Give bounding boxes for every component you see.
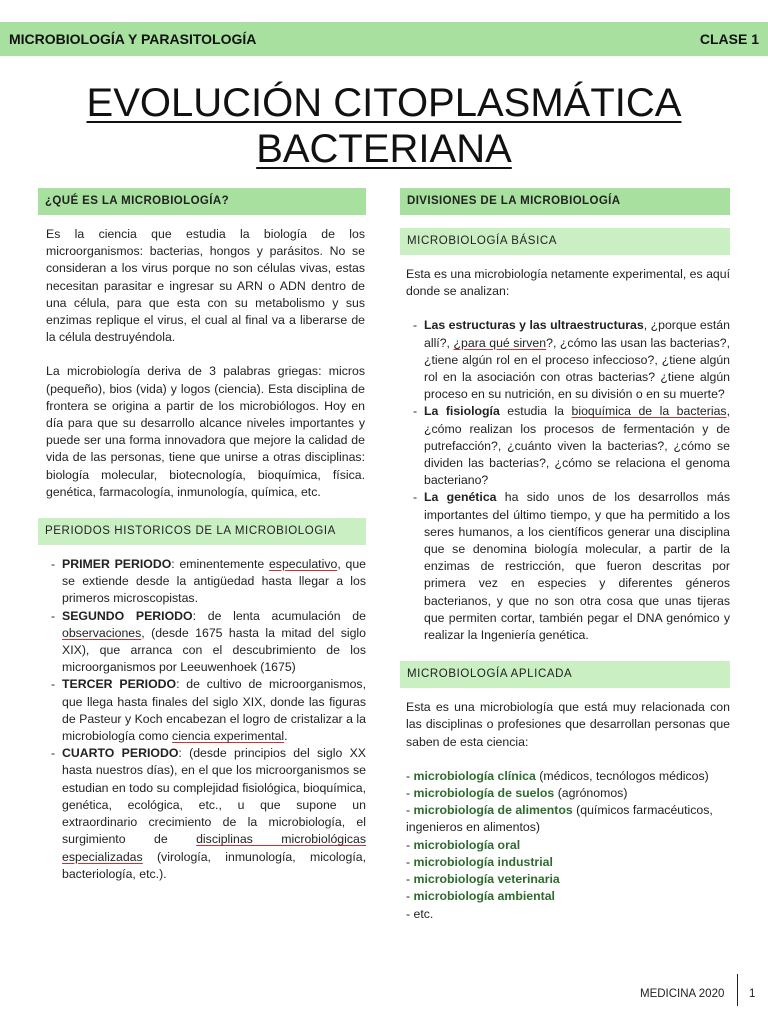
list-item: - microbiología industrial [406,854,553,869]
title-line-2: BACTERIANA [256,127,512,171]
list-item: - microbiología de alimentos (químicos farmacéuticos, ingenieros en alimentos) [406,803,713,835]
paragraph-definition: Es la ciencia que estudia la biología de los microorganismos: bacterias, hongos y parásitos. No se consideran a los virus porque no son células vivas, estas necesitan parasitar e ingresar su ARN o ADN dentro de una célula, para que esta con su metabolismo y sus enzimas replique el virus, el cual al final va a liberarse de la célula destruyéndola. [46,227,365,345]
section-heading-divisions: DIVISIONES DE LA MICROBIOLOGÍA [400,188,730,215]
list-item: - microbiología oral [406,837,521,852]
basic-list [400,317,730,644]
footer-label: MEDICINA 2020 [640,988,725,1000]
paragraph-applied-intro: Esta es una microbiología que está muy relacionada con las disciplinas o profesiones que desarrollan personas que saben de esta ciencia: [406,700,730,749]
list-item: - microbiología ambiental [406,889,555,904]
page-number: 1 [749,988,756,1000]
list-item: - microbiología veterinaria [406,872,560,887]
list-item: - microbiología de suelos (agrónomos) [406,786,628,801]
right-column [400,188,730,923]
page-title [0,80,768,172]
class-label: CLASE 1 [699,31,759,47]
periods-list [38,556,366,883]
subheading-basic: MICROBIOLOGÍA BÁSICA [400,228,730,255]
list-item: - SEGUNDO PERIODO: de lenta acumulación de observaciones, (desde 1675 hasta la mitad del siglo XIX), que arranca con el descubrimiento de los microorganismos por Leeuwenhoek (1675) [38,608,366,677]
title-line-1: EVOLUCIÓN CITOPLASMÁTICA [86,81,682,125]
paragraph-etymology: La microbiología deriva de 3 palabras griegas: micros (pequeño), bios (vida) y logos (ciencia). Esta disciplina de frontera se origina a partir de los microbiólogos. Hoy en día para que su desarrollo alcance niveles importantes y puede ser una forma innovadora que mejore la calidad de vida de las personas, tiene que unirse a otras disciplinas: biología molecular, biotecnología, bioquímica, física. genética, farmacología, inmunología, química, etc. [46,364,365,499]
list-item: - CUARTO PERIODO: (desde principios del siglo XX hasta nuestros días), en el que los microorganismos se estudian en todo su complejidad fisiológica, bioquímica, genética, ecológica, etc., u que supone un extraordinario crecimiento de la microbiología, el surgimiento de disciplinas microbiológicas especializadas (virología, inmunología, micología, bacteriología, etc.). [38,745,366,883]
list-item: - Las estructuras y las ultraestructuras, ¿porque están allí?, ¿para qué sirven?, ¿cómo las usan las bacterias?, ¿tiene algún rol en el proceso infeccioso?, ¿tiene algún rol en la asociación con otras bacterias? ¿tiene algún proceso en su nutrición, en su división o en su muerte? [400,317,730,403]
footer-divider [737,974,738,1006]
section-heading-what-is: ¿QUÉ ES LA MICROBIOLOGÍA? [38,188,366,215]
list-item: - La fisiología estudia la bioquímica de la bacterias, ¿cómo realizan los procesos de fermentación y de putrefacción?, ¿cuánto viven la bacterias?, ¿cómo se dividen las bacterias?, ¿cómo se relaciona el genoma bacteriano? [400,403,730,489]
list-item: - etc. [406,906,434,921]
paragraph-basic-intro: Esta es una microbiología netamente experimental, es aquí donde se analizan: [406,267,731,299]
left-column [38,188,366,883]
list-item: - PRIMER PERIODO: eminentemente especulativo, que se extiende desde la antigüedad hasta llegar a los primeros microscopistas. [38,556,366,608]
section-heading-periods: PERIODOS HISTORICOS DE LA MICROBIOLOGIA [38,518,366,545]
list-item: - TERCER PERIODO: de cultivo de microorganismos, que llega hasta finales del siglo XIX, donde las figuras de Pasteur y Koch encabezan el logro de cristalizar a la microbiología como ciencia experimental. [38,676,366,745]
list-item: - La genética ha sido unos de los desarrollos más importantes del último tiempo, y que ha permitido a los seres humanos, a los científicos generar una disciplina que se denomina biología molecular, a partir de la enzimas de restricción, que fueron descritas por primera vez en especies y diferentes géneros bacterianos, y que no son otra cosa que unas tijeras que permiten cortar, también pegar el DNA genómico y realizar la Ingeniería genética. [400,489,730,644]
subheading-applied: MICROBIOLOGÍA APLICADA [400,661,730,688]
header-bar [0,22,768,56]
applied-list [406,768,730,923]
course-name: MICROBIOLOGÍA Y PARASITOLOGÍA [9,31,257,47]
list-item: - microbiología clínica (médicos, tecnólogos médicos) [406,768,709,783]
